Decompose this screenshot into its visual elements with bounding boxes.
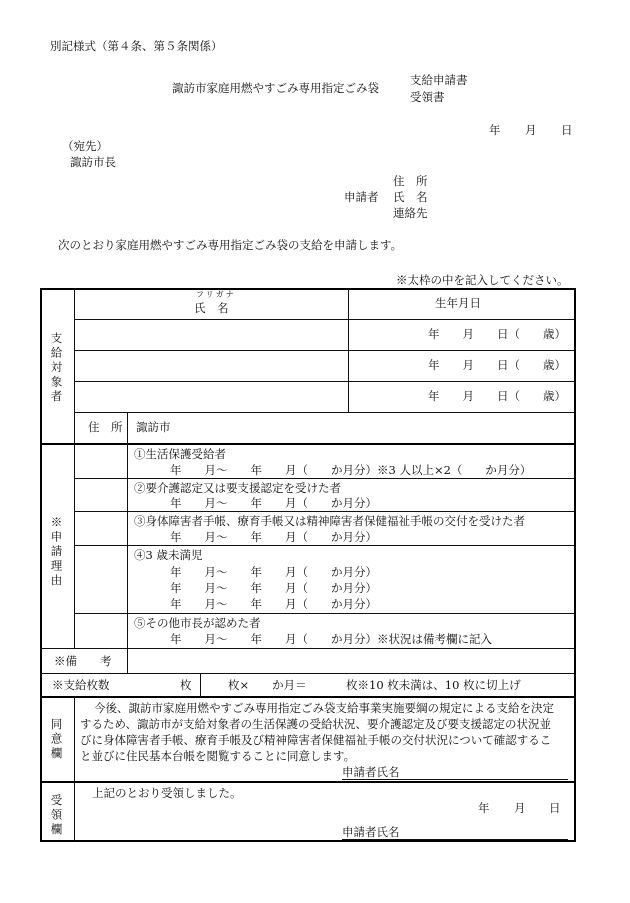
applicant-field-contact: 連絡先 bbox=[393, 206, 428, 220]
consent-signature-label: 申請者氏名 bbox=[342, 765, 400, 779]
row-divider bbox=[40, 673, 574, 674]
receipt-date-day: 日 bbox=[549, 801, 561, 815]
count-sheets: 枚 bbox=[180, 678, 192, 692]
table-border-left bbox=[40, 288, 42, 842]
col-divider bbox=[74, 288, 75, 648]
receipt-signature-label: 申請者氏名 bbox=[342, 825, 400, 839]
date-year: 年 bbox=[489, 123, 501, 137]
form-title: 諏訪市家庭用燃やすごみ専用指定ごみ袋 bbox=[172, 81, 379, 95]
table-border-top bbox=[40, 288, 576, 290]
row-divider bbox=[74, 381, 574, 382]
row-divider bbox=[74, 478, 574, 479]
reason-4-period: 年 月〜 年 月（ か月分） bbox=[170, 581, 377, 595]
row-divider bbox=[74, 350, 574, 351]
furigana-label: フリガナ bbox=[196, 290, 236, 299]
reason-3-title[interactable]: ③身体障害者手帳、療育手帳又は精神障害者保健福祉手帳の交付を受けた者 bbox=[134, 514, 525, 528]
row-divider bbox=[74, 319, 574, 320]
target-row-3-dob: 年 月 日（ 歳） bbox=[428, 389, 566, 403]
reason-5-title[interactable]: ⑤その他市長が認めた者 bbox=[134, 616, 261, 630]
receipt-date-year: 年 bbox=[478, 801, 490, 815]
col-divider bbox=[348, 288, 349, 412]
row-divider bbox=[74, 613, 574, 614]
consent-label: 同意欄 bbox=[49, 718, 64, 762]
reason-1-period: 年 月〜 年 月（ か月分）※3 人以上×2（ か月分） bbox=[170, 463, 532, 477]
intro-text: 次のとおり家庭用燃やすごみ専用指定ごみ袋の支給を申請します。 bbox=[58, 238, 403, 252]
target-row-2-dob: 年 月 日（ 歳） bbox=[428, 358, 566, 372]
reasons-section-label: ※申請理由 bbox=[49, 516, 64, 589]
section-divider bbox=[40, 696, 576, 698]
reason-2-title[interactable]: ②要介護認定又は要支援認定を受けた者 bbox=[134, 481, 341, 495]
count-multiplier: 枚× か月＝ bbox=[228, 678, 307, 692]
row-divider bbox=[40, 648, 574, 649]
table-border-bottom bbox=[40, 840, 576, 842]
col-divider bbox=[200, 673, 201, 697]
date-month: 月 bbox=[525, 123, 537, 137]
receipt-signature-line[interactable] bbox=[342, 839, 568, 840]
col-divider bbox=[127, 412, 128, 673]
consent-line: びに身体障害者手帳、療育手帳及び精神障害者保健福祉手帳の交付状況について確認するこ bbox=[80, 733, 552, 747]
receipt-label: 受領欄 bbox=[49, 794, 64, 838]
receipt-text: 上記のとおり受領しました。 bbox=[92, 786, 242, 800]
row-divider bbox=[74, 545, 574, 546]
reason-5-period: 年 月〜 年 月（ か月分）※状況は備考欄に記入 bbox=[170, 632, 492, 646]
dob-header: 生年月日 bbox=[435, 296, 481, 310]
address-label: 住 所 bbox=[88, 420, 123, 434]
reason-2-period: 年 月〜 年 月（ か月分） bbox=[170, 496, 377, 510]
applicant-field-address: 住 所 bbox=[393, 174, 428, 188]
remarks-label: ※備 考 bbox=[54, 654, 112, 668]
form-ref: 別記様式（第４条、第５条関係） bbox=[50, 39, 223, 53]
name-header: 氏 名 bbox=[194, 301, 229, 315]
addressee-label: （宛先） bbox=[62, 139, 108, 153]
addressee-name: 諏訪市長 bbox=[70, 155, 116, 169]
row-divider bbox=[74, 511, 574, 512]
reason-4-period: 年 月〜 年 月（ か月分） bbox=[170, 597, 377, 611]
date-day: 日 bbox=[561, 123, 573, 137]
applicant-label: 申請者 bbox=[344, 190, 379, 204]
title-option-receipt: 受領書 bbox=[410, 90, 445, 104]
consent-line: と並びに住民基本台帳を閲覧することに同意します。 bbox=[80, 749, 356, 763]
col-divider bbox=[74, 696, 75, 841]
table-border-right bbox=[574, 288, 576, 842]
target-section-label: 支給対象者 bbox=[49, 332, 64, 405]
target-row-1-dob: 年 月 日（ 歳） bbox=[428, 327, 566, 341]
consent-line: するため、諏訪市が支給対象者の生活保護の受給状況、要介護認定及び要支援認定の状況並 bbox=[80, 717, 552, 731]
reason-4-period: 年 月〜 年 月（ か月分） bbox=[170, 565, 377, 579]
consent-signature-line[interactable] bbox=[342, 779, 568, 780]
row-divider bbox=[74, 412, 574, 413]
section-divider bbox=[40, 443, 576, 445]
count-label: ※支給枚数 bbox=[52, 678, 110, 692]
consent-line: 今後、諏訪市家庭用燃やすごみ専用指定ごみ袋支給事業実施要綱の規定による支給を決定 bbox=[94, 701, 554, 715]
applicant-field-name: 氏 名 bbox=[393, 190, 428, 204]
receipt-date-month: 月 bbox=[514, 801, 526, 815]
count-total-note: 枚※10 枚未満は、10 枚に切上げ bbox=[346, 678, 521, 692]
reason-4-title[interactable]: ④3 歳未満児 bbox=[134, 548, 203, 562]
address-value[interactable]: 諏訪市 bbox=[136, 420, 171, 434]
title-option-application: 支給申請書 bbox=[410, 73, 468, 87]
reason-3-period: 年 月〜 年 月（ か月分） bbox=[170, 530, 377, 544]
instruction-note: ※太枠の中を記入してください。 bbox=[396, 273, 569, 287]
section-divider bbox=[40, 781, 576, 783]
reason-1-title[interactable]: ①生活保護受給者 bbox=[134, 447, 226, 461]
